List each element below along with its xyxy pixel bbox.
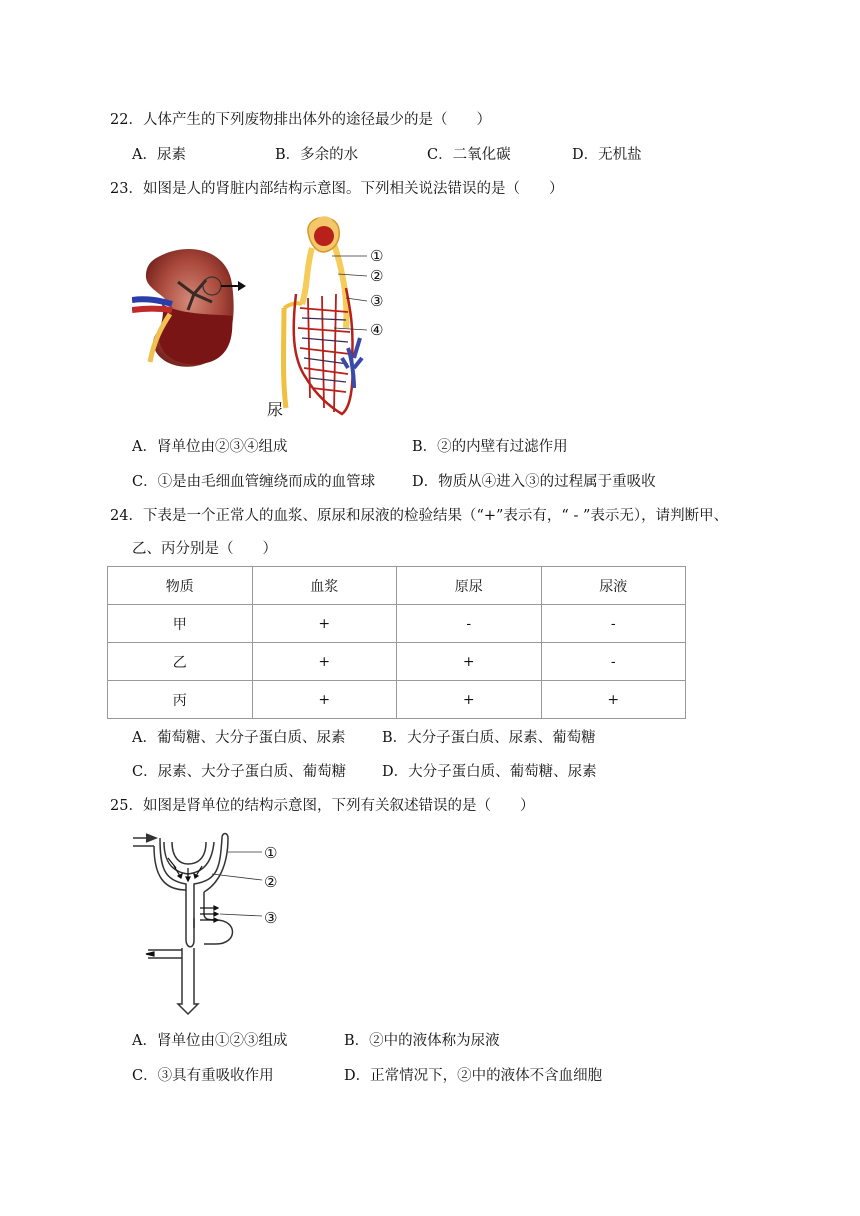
q24-option-b: B．大分子蛋白质、尿素、葡萄糖 <box>382 730 596 746</box>
q23-figure-label-3: ③ <box>370 292 384 310</box>
q24-option-c: C．尿素、大分子蛋白质、葡萄糖 <box>132 764 347 780</box>
q23-option-b: B．②的内壁有过滤作用 <box>412 439 568 455</box>
table-cell: 甲 <box>108 605 253 643</box>
table-header-cell: 原尿 <box>397 567 542 605</box>
table-row <box>108 681 686 719</box>
q25-figure-label-3: ③ <box>264 909 278 927</box>
q25-figure-label-1: ① <box>264 844 278 862</box>
q25-option-b: B．②中的液体称为尿液 <box>344 1033 500 1049</box>
nephron-color-figure <box>262 208 402 430</box>
q23-option-d: D．物质从④进入③的过程属于重吸收 <box>412 474 656 490</box>
table-cell: + <box>397 643 542 681</box>
table-row <box>108 643 686 681</box>
table-header-row <box>108 567 686 605</box>
q24-option-d: D．大分子蛋白质、葡萄糖、尿素 <box>382 764 597 780</box>
table-cell: + <box>541 681 686 719</box>
q24-stem-line2: 乙、丙分别是（ ） <box>132 541 277 557</box>
results-table <box>107 566 686 719</box>
q25-figure-label-2: ② <box>264 873 278 891</box>
q22-option-c: C．二氧化碳 <box>427 147 511 163</box>
q25-option-d: D．正常情况下，②中的液体不含血细胞 <box>344 1068 603 1084</box>
table-cell: + <box>252 681 397 719</box>
q25-option-c: C．③具有重吸收作用 <box>132 1068 274 1084</box>
q23-option-c: C．①是由毛细血管缠绕而成的血管球 <box>132 474 376 490</box>
q23-option-a: A．肾单位由②③④组成 <box>132 439 288 455</box>
q25-stem: 25．如图是肾单位的结构示意图，下列有关叙述错误的是（ ） <box>110 798 535 814</box>
table-header-cell: 血浆 <box>252 567 397 605</box>
q25-option-a: A．肾单位由①②③组成 <box>132 1033 288 1049</box>
q22-option-b: B．多余的水 <box>275 147 359 163</box>
q23-figure-label-2: ② <box>370 267 384 285</box>
table-cell: - <box>541 643 686 681</box>
q24-option-a: A．葡萄糖、大分子蛋白质、尿素 <box>132 730 346 746</box>
table-cell: + <box>252 605 397 643</box>
table-cell: + <box>397 681 542 719</box>
table-cell: - <box>397 605 542 643</box>
q24-stem-line1: 24．下表是一个正常人的血浆、原尿和尿液的检验结果（“+”表示有，“ - ”表示无），请判断甲、 <box>110 508 729 524</box>
table-row <box>108 605 686 643</box>
table-cell: 丙 <box>108 681 253 719</box>
table-cell: 乙 <box>108 643 253 681</box>
table-header-cell: 尿液 <box>541 567 686 605</box>
kidney-section-figure <box>132 244 250 372</box>
table-header-cell: 物质 <box>108 567 253 605</box>
q22-option-a: A．尿素 <box>132 147 186 163</box>
q23-figure-label-4: ④ <box>370 321 384 339</box>
q23-figure-label-urine: 尿 <box>267 400 284 419</box>
q23-stem: 23．如图是人的肾脏内部结构示意图。下列相关说法错误的是（ ） <box>110 181 564 197</box>
q23-figure-label-1: ① <box>370 247 384 265</box>
table-cell: + <box>252 643 397 681</box>
q22-stem: 22．人体产生的下列废物排出体外的途径最少的是（ ） <box>110 112 491 128</box>
table-cell: - <box>541 605 686 643</box>
q22-option-d: D．无机盐 <box>572 147 642 163</box>
